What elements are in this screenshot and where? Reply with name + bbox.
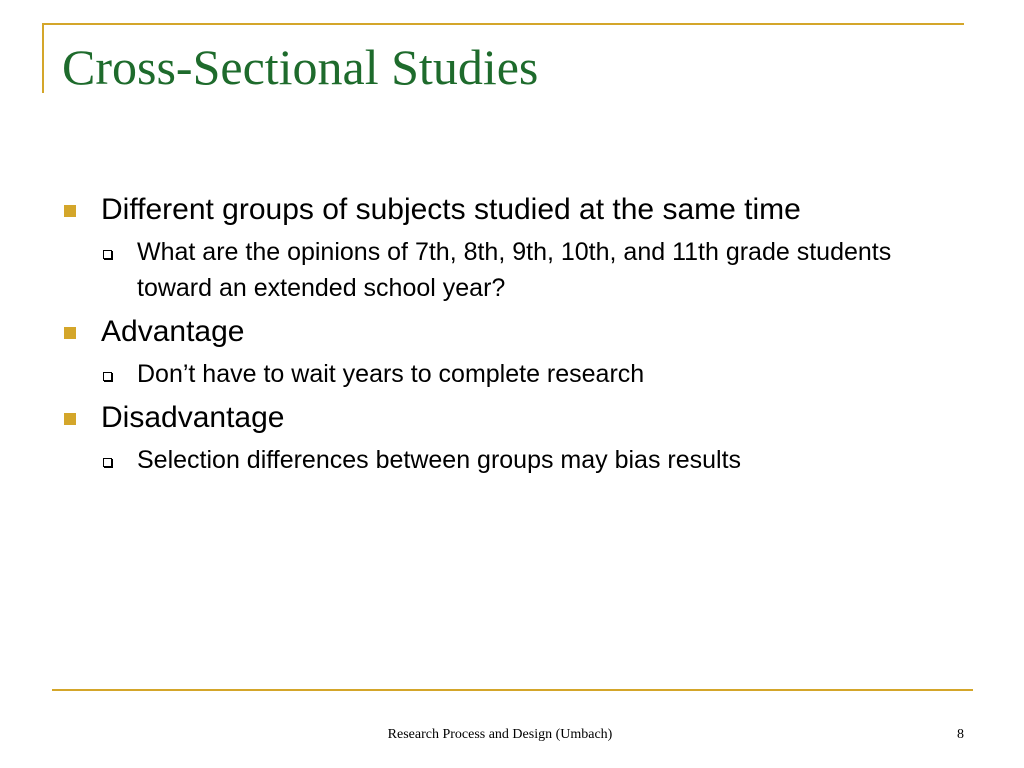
left-rule <box>42 23 44 93</box>
top-rule <box>42 23 964 25</box>
bullet-item <box>64 190 964 230</box>
square-bullet-icon <box>64 327 76 339</box>
sub-bullet-text: Don’t have to wait years to complete research <box>137 360 645 388</box>
bullet-text: Disadvantage <box>101 401 285 434</box>
sub-bullet-item <box>101 234 964 306</box>
hollow-square-bullet-icon <box>103 372 112 381</box>
bullet-item <box>64 312 964 352</box>
hollow-square-bullet-icon <box>103 458 112 467</box>
sub-bullet-text: Selection differences between groups may bias results <box>137 446 742 474</box>
footer-text: Research Process and Design (Umbach) <box>387 727 613 742</box>
bullet-text: Advantage <box>101 315 245 348</box>
bottom-rule <box>52 689 973 691</box>
sub-bullet-item <box>101 356 964 392</box>
square-bullet-icon <box>64 205 76 217</box>
page-number: 8 <box>957 727 964 742</box>
bullet-list <box>64 190 964 484</box>
bullet-text: Different groups of subjects studied at the same time <box>101 193 801 226</box>
slide-title: Cross-Sectional Studies <box>62 39 539 95</box>
square-bullet-icon <box>64 413 76 425</box>
bullet-item <box>64 398 964 438</box>
sub-bullet-item <box>101 442 964 478</box>
hollow-square-bullet-icon <box>103 250 112 259</box>
sub-bullet-text: What are the opinions of 7th, 8th, 9th, 10th, and 11th grade students toward an extended school year? <box>137 238 892 302</box>
